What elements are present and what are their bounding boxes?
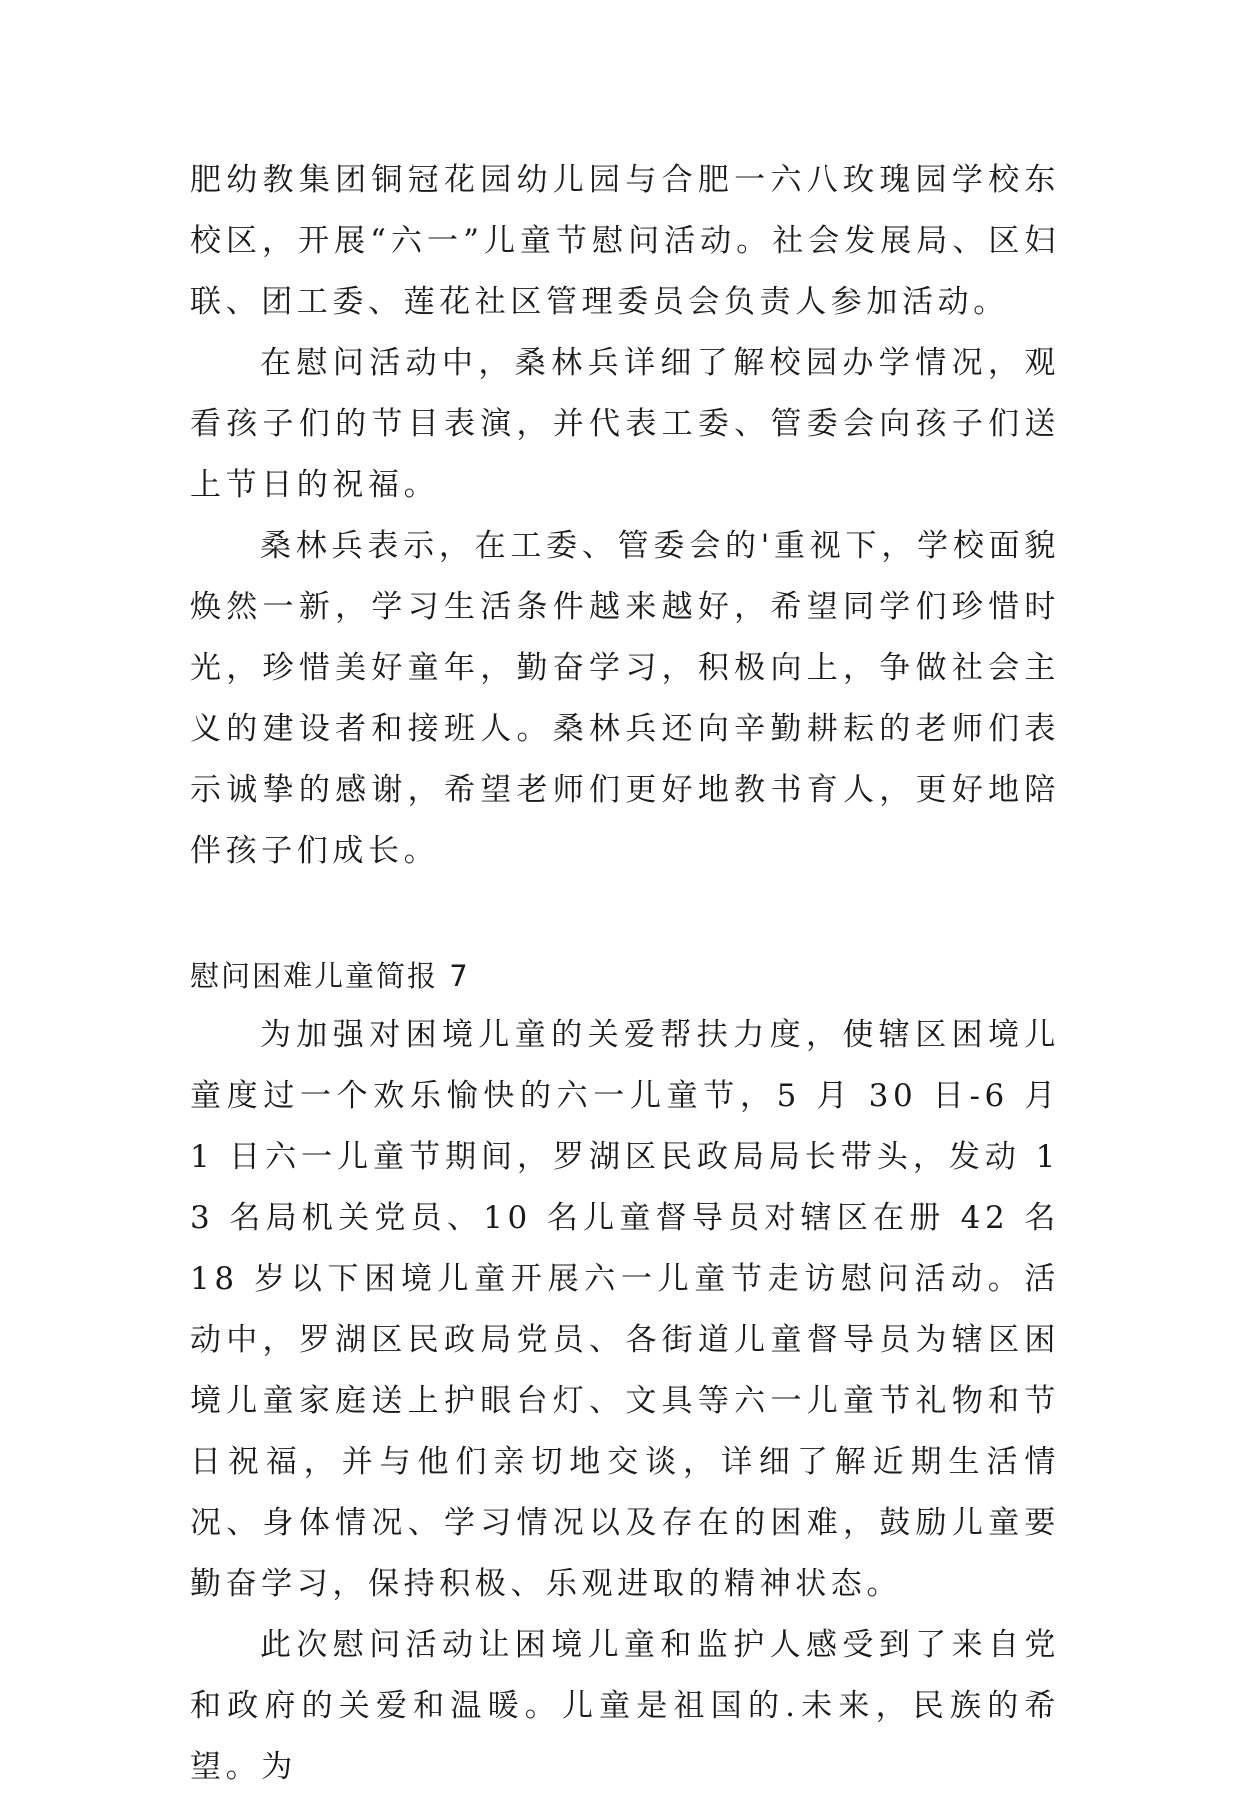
paragraph: 在慰问活动中，桑林兵详细了解校园办学情况，观看孩子们的节目表演，并代表工委、管委会向孩子们送上节日的祝福。: [190, 345, 1060, 503]
paragraph: 为加强对困境儿童的关爱帮扶力度，使辖区困境儿童度过一个欢乐愉快的六一儿童节，5 月 30 日-6 月 1 日六一儿童节期间，罗湖区民政局局长带头，发动 13 名局机关党员、10 名儿童督导员对辖区在册 42 名 18 岁以下困境儿童开展六一儿童节走访慰问活动。活动中，罗湖区民政局党员、各街道儿童督导员为辖区困境儿童家庭送上护眼台灯、文具等六一儿童节礼物和节日祝福，并与他们亲切地交谈，详细了解近期生活情况、身体情况、学习情况以及存在的困难，鼓励儿童要勤奋学习，保持积极、乐观进取的精神状态。: [190, 1017, 1060, 1602]
paragraph: 桑林兵表示，在工委、管委会的'重视下，学校面貌焕然一新，学习生活条件越来越好，希望同学们珍惜时光，珍惜美好童年，勤奋学习，积极向上，争做社会主义的建设者和接班人。桑林兵还向辛勤耕耘的老师们表示诚挚的感谢，希望老师们更好地教书育人，更好地陪伴孩子们成长。: [190, 528, 1060, 869]
paragraph-continuation: 肥幼教集团铜冠花园幼儿园与合肥一六八玫瑰园学校东校区，开展“六一”儿童节慰问活动。社会发展局、区妇联、团工委、莲花社区管理委员会负责人参加活动。: [190, 162, 1060, 320]
document-page: [190, 150, 1060, 1798]
section-heading: 慰问困难儿童简报 7: [190, 959, 470, 993]
paragraph: 此次慰问活动让困境儿童和监护人感受到了来自党和政府的关爱和温暖。儿童是祖国的.未来，民族的希望。为: [190, 1627, 1060, 1785]
